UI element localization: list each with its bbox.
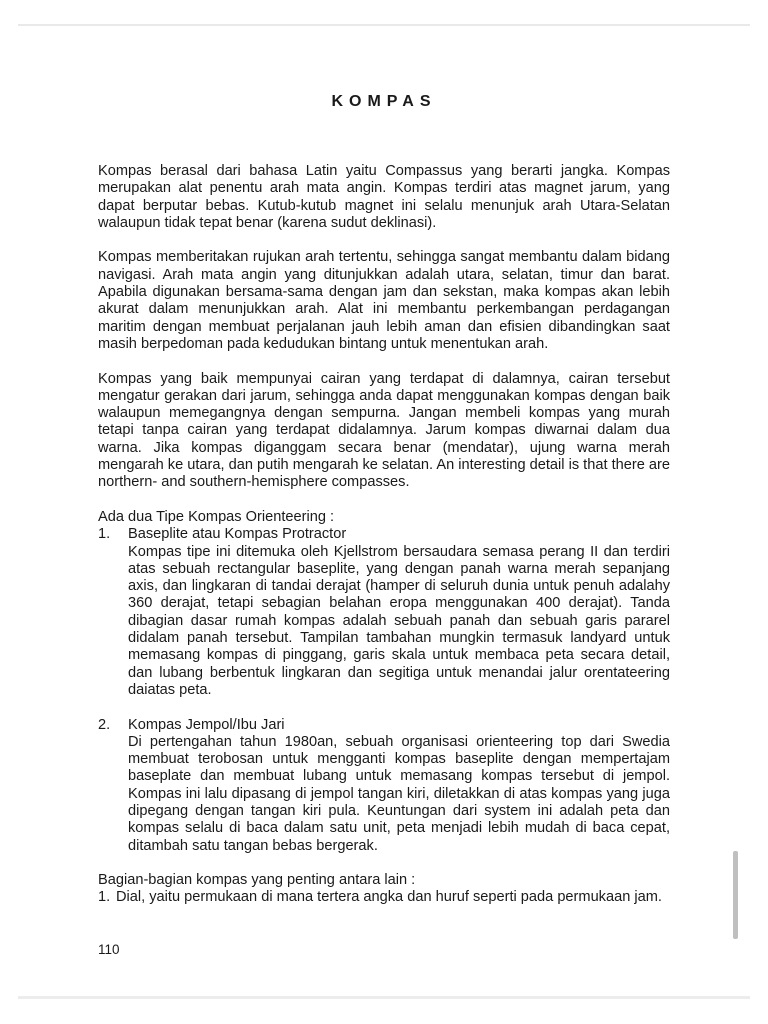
types-heading: Ada dua Tipe Kompas Orienteering : <box>98 508 335 525</box>
page-number: 110 <box>98 942 120 957</box>
type-description: Kompas tipe ini ditemuka oleh Kjellstrom bersaudara semasa perang II dan terdiri atas sebuah rectangular baseplite, yang dengan panah warna merah sepanjang axis, dan lingkaran di tandai derajat (hamper di seluruh dunia untuk penuh adalahy 360 derajat, tetapi sebagian belahan eropa menggunakan 400 derajat). Tanda dibagian dasar rumah kompas adalah sebuah panah dan sebuah garis pararel didalam panah tersebut. Tampilan tambahan mungkin termasuk landyard untuk memasang kompas di pinggang, garis skala untuk membaca peta secara detail, dan lubang berbentuk lingkaran dan segitiga untuk menandai jalur orentateering daiatas peta. <box>128 543 670 698</box>
paragraph-origin: Kompas berasal dari bahasa Latin yaitu Compassus yang berarti jangka. Kompas merupakan alat penentu arah mata angin. Kompas terdiri atas magnet jarum, yang dapat berputar bebas. Kutub-kutub magnet ini selalu menunjuk arah Utara-Selatan walaupun tidak tepat benar (karena sudut deklinasi). <box>98 163 670 231</box>
part-item <box>98 889 670 906</box>
type-description: Di pertengahan tahun 1980an, sebuah organisasi orienteering top dari Swedia membuat terobosan untuk mengganti kompas baseplite dengan mempertajam baseplate dan membuat lubang untuk memasang kompas tersebut di jempol. Kompas ini lalu dipasang di jempol tangan kiri, diletakkan di atas kompas yang juga dipegang dengan tangan kiri pula. Keuntungan dari system ini adalah peta dan kompas selalu di baca dalam satu unit, peta menjadi lebih mudah di baca cepat, ditambah satu tangan bebas bergerak. <box>128 733 670 854</box>
type-title: Kompas Jempol/Ibu Jari <box>128 716 285 733</box>
part-text: Dial, yaitu permukaan di mana tertera angka dan huruf seperti pada permukaan jam. <box>116 889 662 906</box>
document-body <box>98 163 670 907</box>
page-bottom-edge <box>18 996 750 999</box>
type-item <box>98 526 670 699</box>
page-title: KOMPAS <box>331 93 437 110</box>
paragraph-navigation: Kompas memberitakan rujukan arah tertentu, sehingga sangat membantu dalam bidang navigasi. Arah mata angin yang ditunjukkan adalah utara, selatan, timur dan barat. Apabila digunakan bersama-sama dengan jam dan sekstan, maka kompas akan lebih akurat dalam menunjukkan arah. Alat ini membantu perkembangan perdagangan maritim dengan membuat perjalanan jauh lebih aman dan efisien dibandingkan saat masih berpedoman pada kedudukan bintang untuk menentukan arah. <box>98 249 670 352</box>
paragraph-liquid: Kompas yang baik mempunyai cairan yang terdapat di dalamnya, cairan tersebut mengatur gerakan dari jarum, sehingga anda dapat menggunakan kompas dengan baik walaupun memegangnya dengan sempurna. Jangan membeli kompas yang murah tetapi tanpa cairan yang terdapat didalamnya. Jarum kompas diwarnai dalam dua warna. Jika kompas diganggam secara benar (mendatar), ujung warna merah mengarah ke utara, dan putih mengarah ke selatan. An interesting detail is that there are northern- and southern-hemisphere compasses. <box>98 370 670 491</box>
part-number: 1. <box>98 889 111 906</box>
vertical-scrollbar[interactable] <box>733 851 738 939</box>
type-item <box>98 717 670 855</box>
type-number: 2. <box>98 716 111 733</box>
type-title: Baseplite atau Kompas Protractor <box>128 526 347 543</box>
type-number: 1. <box>98 526 111 543</box>
page-top-edge <box>18 24 750 26</box>
parts-heading: Bagian-bagian kompas yang penting antara lain : <box>98 872 416 889</box>
